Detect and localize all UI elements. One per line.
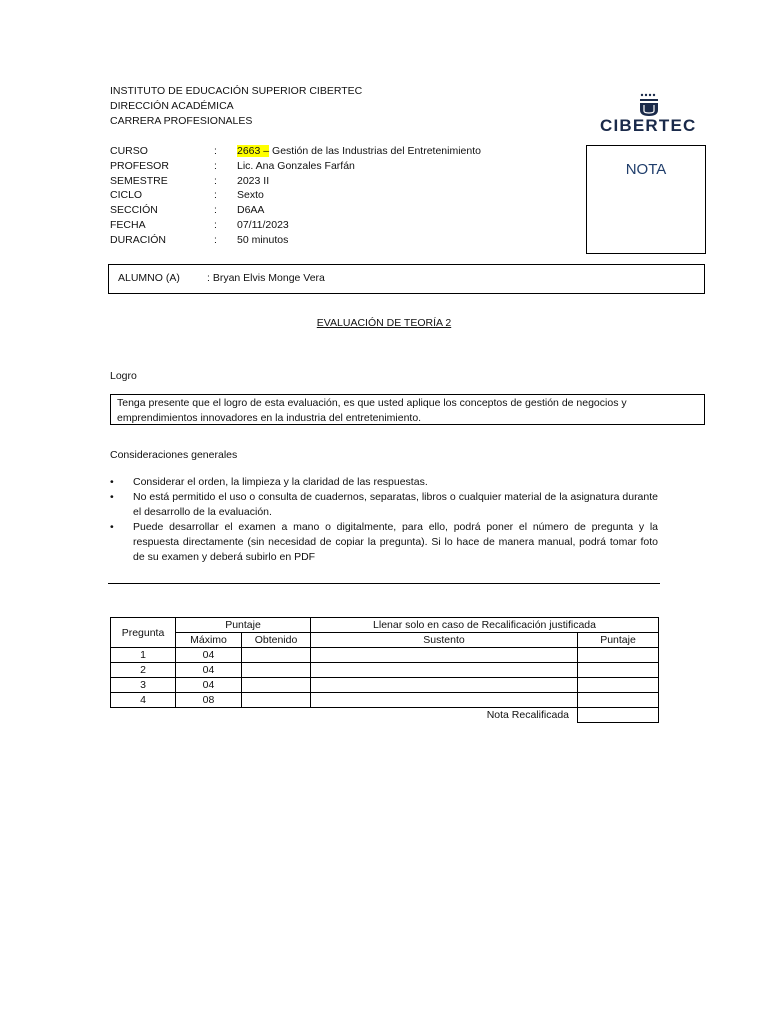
grades-table [110, 617, 659, 723]
cell-pregunta: 3 [111, 678, 176, 693]
exam-title: EVALUACIÓN DE TEORÍA 2 [316, 317, 452, 329]
curso-name: Gestión de las Industrias del Entretenimiento [269, 145, 481, 157]
logo-text: CIBERTEC [600, 116, 697, 135]
col-header-maximo: Máximo [176, 633, 242, 648]
cell-maximo: 08 [176, 693, 242, 708]
cell-sustento[interactable] [311, 648, 578, 663]
duracion-label: DURACIÓN [110, 234, 167, 246]
ciclo-value: Sexto [237, 189, 264, 201]
cell-sustento[interactable] [311, 663, 578, 678]
department-name: DIRECCIÓN ACADÉMICA [110, 100, 234, 112]
col-header-puntaje: Puntaje [176, 618, 311, 633]
table-row-nota-recalificada [111, 708, 659, 723]
col-header-pregunta: Pregunta [111, 618, 176, 648]
col-header-obtenido: Obtenido [242, 633, 311, 648]
separator: : [214, 175, 217, 187]
table-row [111, 648, 659, 663]
cell-nota-recalificada[interactable] [578, 708, 659, 723]
separator: : [214, 189, 217, 201]
program-name: CARRERA PROFESIONALES [110, 115, 253, 127]
list-item-text: Puede desarrollar el examen a mano o digitalmente, para ello, podrá poner el número de pregunta y la respuesta directamente (sin necesidad de copiar la pregunta). Si lo hace de manera manual, podrá tomar foto de su examen y deberá subirlo en PDF [133, 521, 658, 563]
col-header-recalificacion: Llenar solo en caso de Recalificación justificada [311, 618, 659, 633]
table-row [111, 678, 659, 693]
cell-puntaje[interactable] [578, 678, 659, 693]
nota-recalificada-label: Nota Recalificada [486, 709, 569, 722]
list-item-text: No está permitido el uso o consulta de cuadernos, separatas, libros o cualquier material de la asignatura durante el desarrollo de la evaluación. [133, 491, 658, 518]
nota-box[interactable] [586, 145, 706, 254]
cell-maximo: 04 [176, 663, 242, 678]
seccion-value: D6AA [237, 204, 265, 216]
cibertec-logo [600, 92, 700, 135]
curso-value [237, 144, 481, 159]
cell-puntaje[interactable] [578, 693, 659, 708]
cell-sustento[interactable] [311, 678, 578, 693]
duracion-value: 50 minutos [237, 234, 289, 246]
ciclo-label: CICLO [110, 189, 143, 201]
semestre-label: SEMESTRE [110, 175, 168, 187]
cell-puntaje[interactable] [578, 648, 659, 663]
semestre-value: 2023 II [237, 175, 270, 187]
institution-name: INSTITUTO DE EDUCACIÓN SUPERIOR CIBERTEC [110, 85, 363, 97]
table-row [111, 693, 659, 708]
cell-sustento[interactable] [311, 693, 578, 708]
fecha-value: 07/11/2023 [237, 219, 289, 231]
divider [108, 583, 660, 584]
student-label: ALUMNO (A) [118, 272, 180, 284]
list-item-text: Considerar el orden, la limpieza y la claridad de las respuestas. [133, 476, 428, 488]
table-row [111, 663, 659, 678]
nota-label: NOTA [625, 161, 667, 178]
separator: : [214, 145, 217, 157]
bullet-icon: • [110, 491, 114, 503]
col-header-sustento: Sustento [311, 633, 578, 648]
cell-obtenido[interactable] [242, 663, 311, 678]
list-item [110, 475, 658, 490]
separator: : [214, 234, 217, 246]
student-name: : Bryan Elvis Monge Vera [207, 272, 325, 284]
col-header-puntaje-recalificado: Puntaje [578, 633, 659, 648]
cell-maximo: 04 [176, 648, 242, 663]
cell-obtenido[interactable] [242, 678, 311, 693]
bullet-icon: • [110, 476, 114, 488]
student-box [108, 264, 705, 294]
cell-pregunta: 2 [111, 663, 176, 678]
seccion-label: SECCIÓN [110, 204, 158, 216]
cell-puntaje[interactable] [578, 663, 659, 678]
logro-heading: Logro [110, 370, 137, 382]
separator: : [214, 160, 217, 172]
cell-pregunta: 1 [111, 648, 176, 663]
considerations-heading: Consideraciones generales [110, 449, 238, 461]
cell-pregunta: 4 [111, 693, 176, 708]
cell-obtenido[interactable] [242, 648, 311, 663]
profesor-label: PROFESOR [110, 160, 169, 172]
cell-maximo: 04 [176, 678, 242, 693]
curso-label: CURSO [110, 145, 148, 157]
profesor-value: Lic. Ana Gonzales Farfán [237, 160, 355, 172]
separator: : [214, 204, 217, 216]
list-item [110, 520, 658, 565]
fecha-label: FECHA [110, 219, 146, 231]
list-item [110, 490, 658, 520]
cell-obtenido[interactable] [242, 693, 311, 708]
bullet-icon: • [110, 521, 114, 533]
logro-box [110, 394, 705, 425]
considerations-list [110, 475, 658, 565]
separator: : [214, 219, 217, 231]
curso-code: 2663 – [237, 145, 270, 157]
logro-text: Tenga presente que el logro de esta evaluación, es que usted aplique los conceptos de gestión de negocios y emprendimientos innovadores en la industria del entretenimiento. [117, 397, 627, 424]
